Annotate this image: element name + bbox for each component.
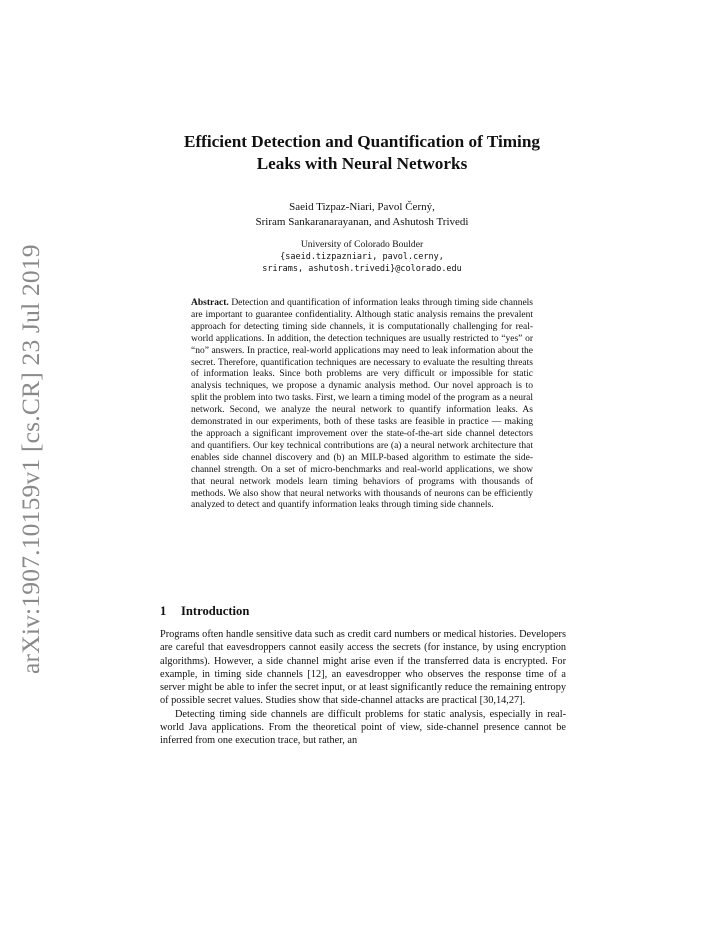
institution: University of Colorado Boulder	[300, 239, 424, 250]
section-title: Introduction	[181, 604, 250, 618]
authors-line-1: Saeid Tizpaz-Niari, Pavol Černý,	[289, 201, 435, 213]
email-line-1: {saeid.tizpazniari, pavol.cerny,	[280, 252, 444, 262]
title-line-2: Leaks with Neural Networks	[256, 154, 468, 173]
author-list	[170, 200, 554, 229]
abstract-text: Detection and quantification of information leaks through timing side channels are important to guarantee confidentiality. Although static analysis remains the prevalent approach for detecting timing side channels, it is computationally challenging for real-world applications. In addition, the detection techniques are usually restricted to “yes” or “no” answers. In practice, real-world applications may need to leak information about the secret. Therefore, quantification techniques are necessary to evaluate the resulting threats of information leaks. Since both problems are very difficult or impossible for static analysis techniques, we propose a dynamic analysis method. Our novel approach is to split the problem into two tasks. First, we learn a timing model of the program as a neural network. Second, we analyze the neural network to quantify information leaks. As demonstrated in our experiments, both of these tasks are feasible in practice — making the approach a significant improvement over the state-of-the-art side channel detectors and quantifiers. Our key technical contributions are (a) a neural network architecture that enables side channel discovery and (b) an MILP-based algorithm to estimate the side-channel strength. On a set of micro-benchmarks and real-world applications, we show that neural network models learn timing behaviors of programs with thousands of methods. We also show that neural networks with thousands of neurons can be efficiently analyzed to detect and quantify information leaks through timing side channels.	[191, 298, 534, 511]
paragraph-1: Programs often handle sensitive data such as credit card numbers or medical histories. Developers are careful that eavesdroppers cannot easily access the secrets (for instance, by using encryption algorithms). However, a side channel might arise even if the transferred data is encrypted. For example, in timing side channels [12], an eavesdropper who observes the response time of a server might be able to infer the secret input, or at least significantly reduce the remaining entropy of possible secret values. Studies show that side-channel attacks are practical [30,14,27].	[160, 629, 566, 707]
section-heading-introduction	[160, 604, 570, 619]
arxiv-identifier-stamp: arXiv:1907.10159v1 [cs.CR] 23 Jul 2019	[16, 244, 45, 674]
paper-title	[140, 131, 584, 175]
paragraph-2: Detecting timing side channels are difficult problems for static analysis, especially in real-world Java applications. From the theoretical point of view, side-channel presence cannot be inferred from one execution trace, but rather, an	[160, 708, 566, 747]
email-line-2: srirams, ashutosh.trivedi}@colorado.edu	[262, 264, 462, 274]
affiliation-block	[170, 239, 554, 275]
title-line-1: Efficient Detection and Quantification of Timing	[183, 132, 540, 151]
introduction-body	[160, 628, 566, 748]
authors-line-2: Sriram Sankaranarayanan, and Ashutosh Trivedi	[255, 215, 469, 228]
abstract-label: Abstract.	[191, 298, 229, 308]
section-number: 1	[160, 604, 167, 618]
abstract	[191, 298, 533, 512]
